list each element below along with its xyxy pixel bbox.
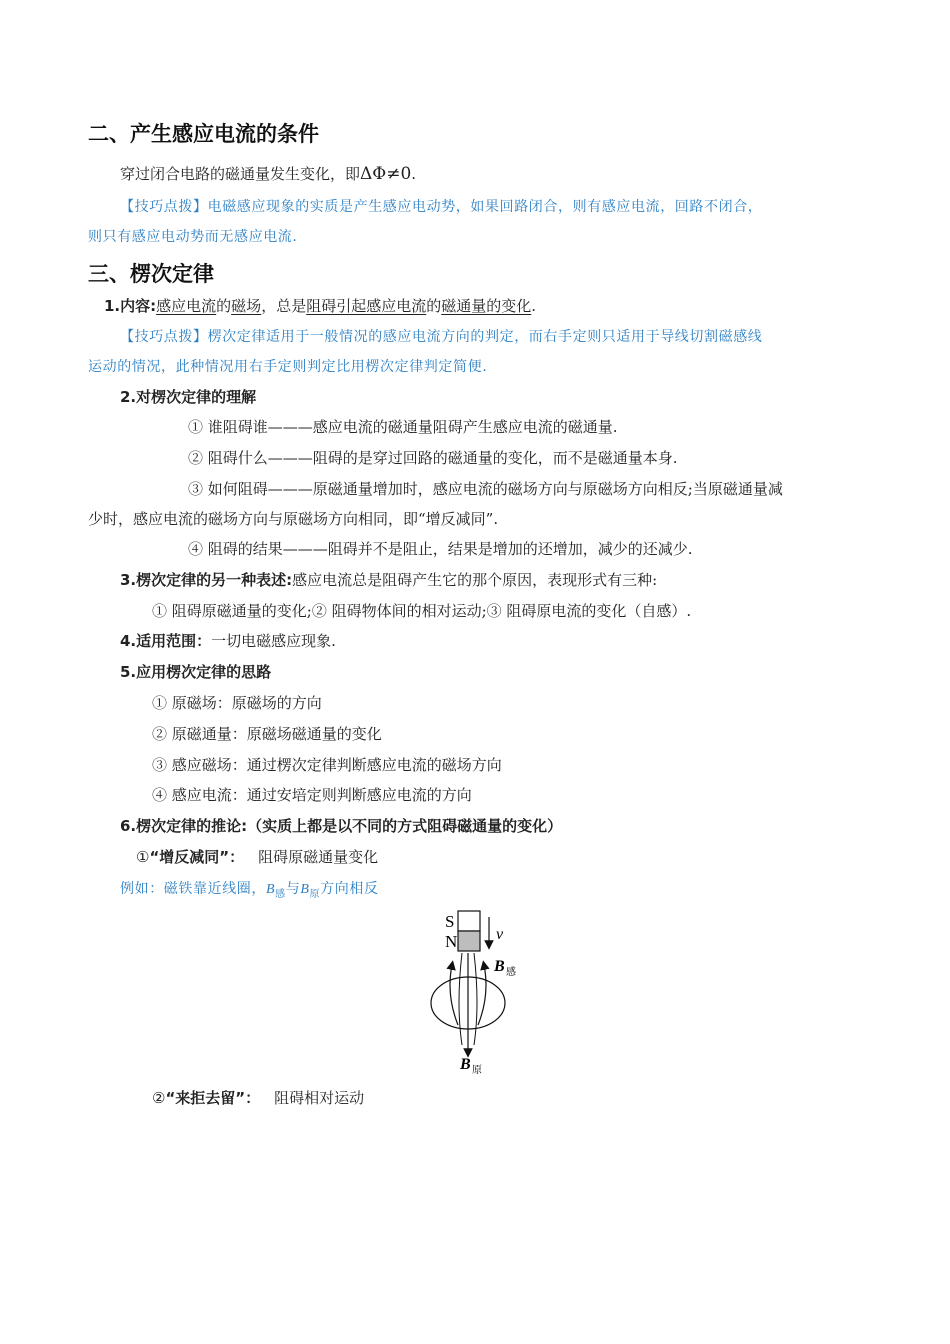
corollary-1: [136, 846, 378, 867]
condition-line: [120, 163, 416, 184]
alt-statement-label: 3.楞次定律的另一种表述:: [120, 571, 293, 589]
corollary-1-label: “增反减同”：: [149, 848, 245, 866]
content-g: 磁通量的变化: [441, 297, 532, 315]
b-induced-arrow-left: [450, 965, 458, 1025]
flux-formula: ΔΦ≠0: [360, 164, 412, 184]
field-line-right-inner: [474, 953, 477, 1045]
b-original-sub: 原: [472, 1065, 482, 1075]
condition-text: 穿过闭合电路的磁通量发生变化，即: [120, 165, 361, 183]
field-line-left-inner: [459, 953, 462, 1045]
understanding-4: ④ 阻碍的结果———阻碍并不是阻止，结果是增加的还增加，减少的还减少.: [188, 540, 693, 558]
approach-step-1: ① 原磁场：原磁场的方向: [152, 694, 322, 712]
content-h: .: [531, 297, 537, 315]
alt-statement-text: 感应电流总是阻碍产生它的那个原因，表现形式有三种:: [292, 571, 658, 589]
scope-label: 4.适用范围：: [120, 632, 212, 650]
tip-1-line-2: 则只有感应电动势而无感应电流.: [88, 229, 298, 245]
section-3-title: 三、楞次定律: [88, 262, 214, 286]
magnet-north-pole: [458, 931, 480, 951]
understanding-3-line-1: ③ 如何阻碍———原磁通量增加时，感应电流的磁场方向与原磁场方向相反;当原磁通量减: [188, 480, 783, 498]
example-b-orig: B: [300, 882, 310, 897]
example-text-end: 方向相反: [320, 881, 379, 897]
tip-2-line-1: 【技巧点拨】楞次定律适用于一般情况的感应电流方向的判定，而右手定则只适用于导线切割磁感线: [120, 329, 763, 345]
heading-understanding: 2.对楞次定律的理解: [120, 388, 257, 406]
content-b: 的: [216, 297, 232, 315]
heading-approach: 5.应用楞次定律的思路: [120, 663, 272, 681]
example-text-mid: 与: [285, 881, 301, 897]
example-b-induced-sub: 感: [275, 888, 286, 900]
corollary-1-text: 阻碍原磁通量变化: [258, 848, 379, 866]
north-label: N: [445, 932, 458, 951]
south-label: S: [445, 912, 455, 931]
scope-line: [120, 630, 336, 651]
magnet-coil-figure: [420, 905, 550, 1075]
content-e: 阻碍引起感应电流: [306, 297, 427, 315]
corollary-1-num: ①: [136, 848, 150, 866]
example-line: [120, 878, 379, 900]
content-label: 1.内容:: [104, 297, 157, 315]
velocity-label: v: [496, 926, 504, 943]
scope-text: 一切电磁感应现象.: [211, 632, 336, 650]
content-c: 磁场: [231, 297, 262, 315]
b-induced-label: B: [494, 958, 505, 975]
section-2-title: 二、产生感应电流的条件: [88, 122, 319, 146]
example-text-a: 例如：磁铁靠近线圈，: [120, 881, 266, 897]
understanding-1: ① 谁阻碍谁———感应电流的磁通量阻碍产生感应电流的磁通量.: [188, 418, 618, 436]
content-a: 感应电流: [156, 297, 217, 315]
b-induced-sub: 感: [506, 967, 516, 978]
alt-statement-items: ① 阻碍原磁通量的变化;② 阻碍物体间的相对运动;③ 阻碍原电流的变化（自感）.: [152, 602, 692, 620]
tip-2-line-2: 运动的情况，此种情况用右手定则判定比用楞次定律判定简便.: [88, 359, 488, 375]
heading-corollary: 6.楞次定律的推论:（实质上都是以不同的方式阻碍磁通量的变化）: [120, 817, 563, 835]
understanding-2: ② 阻碍什么———阻碍的是穿过回路的磁通量的变化，而不是磁通量本身.: [188, 449, 678, 467]
corollary-2-label: “来拒去留”：: [165, 1089, 261, 1107]
corollary-2-num: ②: [152, 1089, 166, 1107]
b-induced-arrow-right: [478, 965, 486, 1025]
content-d: ，总是: [261, 297, 307, 315]
corollary-2: [152, 1087, 364, 1108]
condition-end: .: [411, 165, 417, 183]
content-f: 的: [426, 297, 442, 315]
understanding-3-line-2: 少时，感应电流的磁场方向与原磁场方向相同，即“增反减同”.: [88, 510, 499, 528]
alt-statement: [120, 569, 657, 590]
corollary-2-text: 阻碍相对运动: [274, 1089, 365, 1107]
approach-step-4: ④ 感应电流：通过安培定则判断感应电流的方向: [152, 786, 472, 804]
example-b-induced: B: [266, 882, 276, 897]
approach-step-3: ③ 感应磁场：通过楞次定律判断感应电流的磁场方向: [152, 756, 502, 774]
b-original-label: B: [460, 1056, 471, 1073]
example-b-orig-sub: 原: [309, 888, 321, 900]
magnet-south-pole: [458, 911, 480, 931]
content-line: [104, 295, 536, 316]
tip-1-line-1: 【技巧点拨】电磁感应现象的实质是产生感应电动势，如果回路闭合，则有感应电流，回路不闭合，: [120, 199, 763, 215]
approach-step-2: ② 原磁通量：原磁场磁通量的变化: [152, 725, 382, 743]
